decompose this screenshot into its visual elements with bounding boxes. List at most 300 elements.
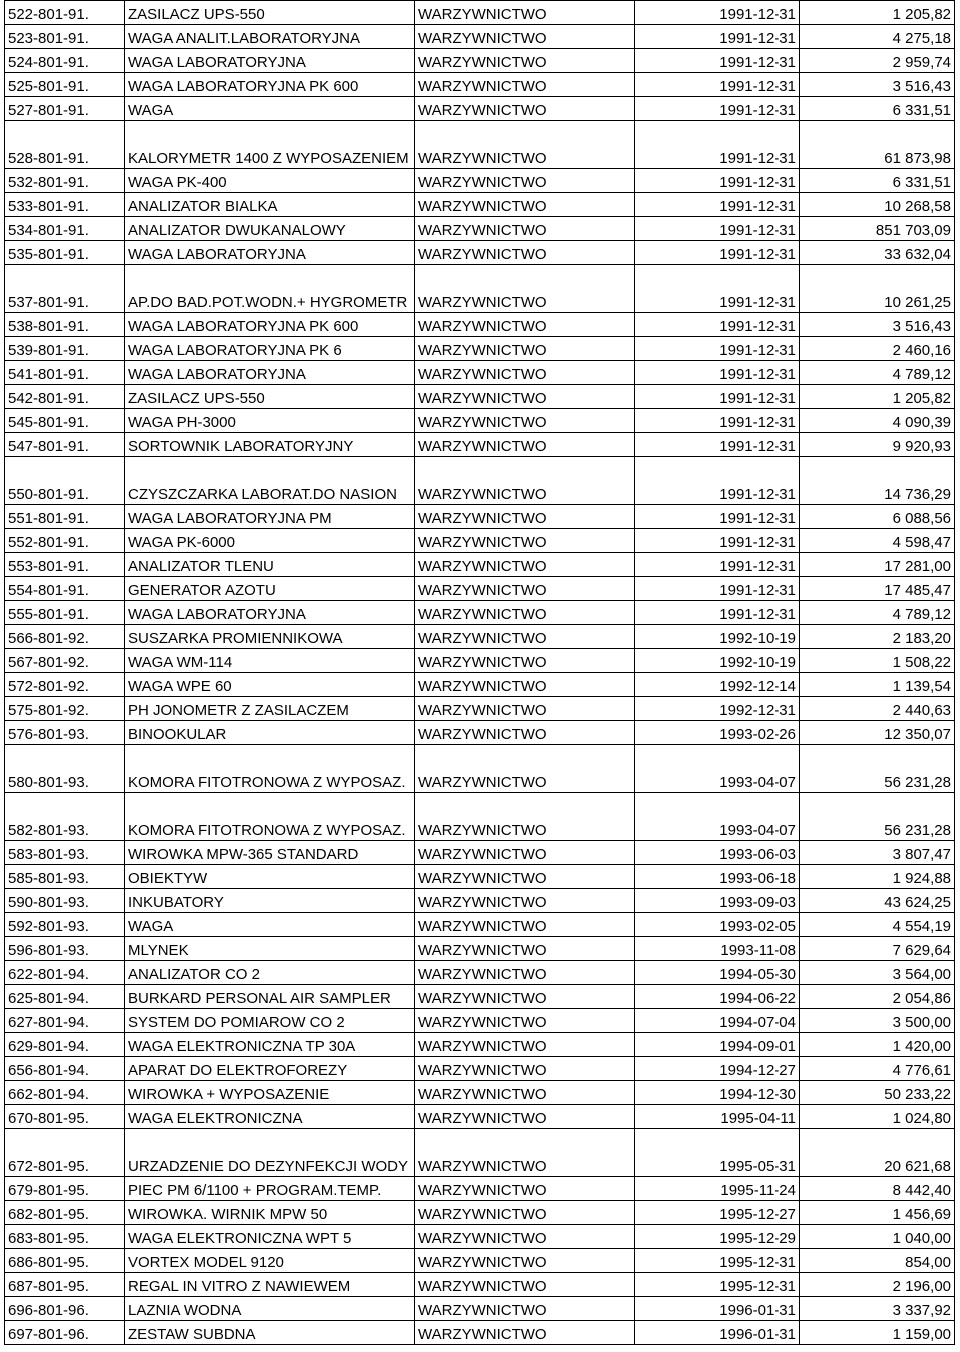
department-cell: WARZYWNICTWO (415, 577, 635, 601)
item-name-cell: KOMORA FITOTRONOWA Z WYPOSAZ. (125, 793, 415, 841)
inventory-number-cell: 553-801-91. (5, 553, 125, 577)
department-cell: WARZYWNICTWO (415, 169, 635, 193)
table-row (5, 985, 955, 1009)
item-name-cell: WIROWKA MPW-365 STANDARD (125, 841, 415, 865)
department-cell: WARZYWNICTWO (415, 97, 635, 121)
item-name-cell: PH JONOMETR Z ZASILACZEM (125, 697, 415, 721)
date-cell: 1996-01-31 (635, 1321, 800, 1345)
value-cell: 56 231,28 (800, 793, 955, 841)
value-cell: 854,00 (800, 1249, 955, 1273)
department-cell: WARZYWNICTWO (415, 529, 635, 553)
item-name-cell: ANALIZATOR DWUKANALOWY (125, 217, 415, 241)
date-cell: 1991-12-31 (635, 361, 800, 385)
table-row (5, 1081, 955, 1105)
date-cell: 1993-09-03 (635, 889, 800, 913)
inventory-number-cell: 576-801-93. (5, 721, 125, 745)
inventory-number-cell: 539-801-91. (5, 337, 125, 361)
table-row (5, 553, 955, 577)
item-name-cell: WAGA PK-6000 (125, 529, 415, 553)
inventory-number-cell: 575-801-92. (5, 697, 125, 721)
item-name-cell: WAGA WM-114 (125, 649, 415, 673)
date-cell: 1991-12-31 (635, 385, 800, 409)
date-cell: 1993-04-07 (635, 793, 800, 841)
inventory-number-cell: 672-801-95. (5, 1129, 125, 1177)
value-cell: 2 196,00 (800, 1273, 955, 1297)
department-cell: WARZYWNICTWO (415, 1321, 635, 1345)
item-name-cell: WAGA LABORATORYJNA PM (125, 505, 415, 529)
department-cell: WARZYWNICTWO (415, 1249, 635, 1273)
date-cell: 1996-01-31 (635, 1297, 800, 1321)
item-name-cell: ANALIZATOR TLENU (125, 553, 415, 577)
date-cell: 1991-12-31 (635, 433, 800, 457)
date-cell: 1991-12-31 (635, 217, 800, 241)
item-name-cell: ZASILACZ UPS-550 (125, 385, 415, 409)
department-cell: WARZYWNICTWO (415, 793, 635, 841)
inventory-number-cell: 528-801-91. (5, 121, 125, 169)
item-name-cell: WAGA ELEKTRONICZNA TP 30A (125, 1033, 415, 1057)
table-row (5, 1201, 955, 1225)
table-row (5, 217, 955, 241)
item-name-cell: REGAL IN VITRO Z NAWIEWEM (125, 1273, 415, 1297)
item-name-cell: WAGA LABORATORYJNA PK 600 (125, 313, 415, 337)
item-name-cell: WAGA LABORATORYJNA PK 6 (125, 337, 415, 361)
table-row (5, 865, 955, 889)
department-cell: WARZYWNICTWO (415, 937, 635, 961)
value-cell: 6 088,56 (800, 505, 955, 529)
date-cell: 1995-12-31 (635, 1249, 800, 1273)
inventory-number-cell: 580-801-93. (5, 745, 125, 793)
inventory-number-cell: 552-801-91. (5, 529, 125, 553)
table-row (5, 793, 955, 841)
value-cell: 4 776,61 (800, 1057, 955, 1081)
inventory-number-cell: 585-801-93. (5, 865, 125, 889)
value-cell: 7 629,64 (800, 937, 955, 961)
department-cell: WARZYWNICTWO (415, 337, 635, 361)
department-cell: WARZYWNICTWO (415, 241, 635, 265)
date-cell: 1991-12-31 (635, 73, 800, 97)
table-row (5, 193, 955, 217)
date-cell: 1991-12-31 (635, 409, 800, 433)
department-cell: WARZYWNICTWO (415, 1033, 635, 1057)
date-cell: 1991-12-31 (635, 97, 800, 121)
department-cell: WARZYWNICTWO (415, 865, 635, 889)
item-name-cell: BURKARD PERSONAL AIR SAMPLER (125, 985, 415, 1009)
table-row (5, 97, 955, 121)
table-row (5, 73, 955, 97)
item-name-cell: URZADZENIE DO DEZYNFEKCJI WODY (125, 1129, 415, 1177)
item-name-cell: KALORYMETR 1400 Z WYPOSAZENIEM (125, 121, 415, 169)
inventory-number-cell: 629-801-94. (5, 1033, 125, 1057)
date-cell: 1991-12-31 (635, 121, 800, 169)
table-row (5, 841, 955, 865)
item-name-cell: APARAT DO ELEKTROFOREZY (125, 1057, 415, 1081)
item-name-cell: WIROWKA + WYPOSAZENIE (125, 1081, 415, 1105)
department-cell: WARZYWNICTWO (415, 1273, 635, 1297)
date-cell: 1993-06-18 (635, 865, 800, 889)
inventory-number-cell: 572-801-92. (5, 673, 125, 697)
item-name-cell: WAGA LABORATORYJNA (125, 49, 415, 73)
department-cell: WARZYWNICTWO (415, 457, 635, 505)
department-cell: WARZYWNICTWO (415, 1, 635, 25)
department-cell: WARZYWNICTWO (415, 25, 635, 49)
date-cell: 1991-12-31 (635, 241, 800, 265)
date-cell: 1991-12-31 (635, 1, 800, 25)
department-cell: WARZYWNICTWO (415, 265, 635, 313)
date-cell: 1994-12-30 (635, 1081, 800, 1105)
department-cell: WARZYWNICTWO (415, 649, 635, 673)
date-cell: 1991-12-31 (635, 577, 800, 601)
value-cell: 851 703,09 (800, 217, 955, 241)
value-cell: 3 564,00 (800, 961, 955, 985)
value-cell: 10 261,25 (800, 265, 955, 313)
date-cell: 1991-12-31 (635, 505, 800, 529)
department-cell: WARZYWNICTWO (415, 697, 635, 721)
table-row (5, 649, 955, 673)
date-cell: 1994-12-27 (635, 1057, 800, 1081)
item-name-cell: VORTEX MODEL 9120 (125, 1249, 415, 1273)
item-name-cell: LAZNIA WODNA (125, 1297, 415, 1321)
value-cell: 17 281,00 (800, 553, 955, 577)
table-row (5, 385, 955, 409)
department-cell: WARZYWNICTWO (415, 1129, 635, 1177)
item-name-cell: ZASILACZ UPS-550 (125, 1, 415, 25)
inventory-number-cell: 662-801-94. (5, 1081, 125, 1105)
inventory-number-cell: 527-801-91. (5, 97, 125, 121)
value-cell: 1 040,00 (800, 1225, 955, 1249)
inventory-number-cell: 547-801-91. (5, 433, 125, 457)
inventory-number-cell: 683-801-95. (5, 1225, 125, 1249)
date-cell: 1991-12-31 (635, 313, 800, 337)
inventory-number-cell: 550-801-91. (5, 457, 125, 505)
table-row (5, 673, 955, 697)
value-cell: 1 205,82 (800, 385, 955, 409)
value-cell: 3 516,43 (800, 313, 955, 337)
date-cell: 1991-12-31 (635, 601, 800, 625)
item-name-cell: GENERATOR AZOTU (125, 577, 415, 601)
table-row (5, 601, 955, 625)
date-cell: 1995-12-31 (635, 1273, 800, 1297)
department-cell: WARZYWNICTWO (415, 49, 635, 73)
inventory-number-cell: 525-801-91. (5, 73, 125, 97)
table-row (5, 1105, 955, 1129)
inventory-number-cell: 656-801-94. (5, 1057, 125, 1081)
table-row (5, 49, 955, 73)
inventory-number-cell: 679-801-95. (5, 1177, 125, 1201)
item-name-cell: WAGA (125, 97, 415, 121)
date-cell: 1994-05-30 (635, 961, 800, 985)
item-name-cell: WAGA LABORATORYJNA (125, 361, 415, 385)
inventory-number-cell: 555-801-91. (5, 601, 125, 625)
value-cell: 1 205,82 (800, 1, 955, 25)
department-cell: WARZYWNICTWO (415, 553, 635, 577)
table-row (5, 1033, 955, 1057)
item-name-cell: SORTOWNIK LABORATORYJNY (125, 433, 415, 457)
inventory-number-cell: 554-801-91. (5, 577, 125, 601)
table-row (5, 721, 955, 745)
inventory-number-cell: 542-801-91. (5, 385, 125, 409)
table-row (5, 577, 955, 601)
inventory-number-cell: 687-801-95. (5, 1273, 125, 1297)
inventory-number-cell: 537-801-91. (5, 265, 125, 313)
value-cell: 4 554,19 (800, 913, 955, 937)
inventory-number-cell: 686-801-95. (5, 1249, 125, 1273)
inventory-number-cell: 590-801-93. (5, 889, 125, 913)
value-cell: 10 268,58 (800, 193, 955, 217)
table-row (5, 1225, 955, 1249)
value-cell: 61 873,98 (800, 121, 955, 169)
date-cell: 1991-12-31 (635, 553, 800, 577)
table-row (5, 1129, 955, 1177)
table-row (5, 361, 955, 385)
date-cell: 1991-12-31 (635, 529, 800, 553)
item-name-cell: BINOOKULAR (125, 721, 415, 745)
date-cell: 1992-12-31 (635, 697, 800, 721)
inventory-number-cell: 697-801-96. (5, 1321, 125, 1345)
inventory-number-cell: 582-801-93. (5, 793, 125, 841)
department-cell: WARZYWNICTWO (415, 1201, 635, 1225)
department-cell: WARZYWNICTWO (415, 913, 635, 937)
date-cell: 1994-06-22 (635, 985, 800, 1009)
date-cell: 1995-12-29 (635, 1225, 800, 1249)
value-cell: 14 736,29 (800, 457, 955, 505)
value-cell: 1 159,00 (800, 1321, 955, 1345)
value-cell: 6 331,51 (800, 97, 955, 121)
item-name-cell: WAGA ELEKTRONICZNA (125, 1105, 415, 1129)
inventory-number-cell: 622-801-94. (5, 961, 125, 985)
department-cell: WARZYWNICTWO (415, 1297, 635, 1321)
value-cell: 56 231,28 (800, 745, 955, 793)
department-cell: WARZYWNICTWO (415, 721, 635, 745)
value-cell: 43 624,25 (800, 889, 955, 913)
value-cell: 2 183,20 (800, 625, 955, 649)
inventory-number-cell: 541-801-91. (5, 361, 125, 385)
value-cell: 3 807,47 (800, 841, 955, 865)
date-cell: 1991-12-31 (635, 457, 800, 505)
value-cell: 1 420,00 (800, 1033, 955, 1057)
table-row (5, 265, 955, 313)
date-cell: 1991-12-31 (635, 169, 800, 193)
table-row (5, 121, 955, 169)
item-name-cell: WIROWKA. WIRNIK MPW 50 (125, 1201, 415, 1225)
table-row (5, 1009, 955, 1033)
item-name-cell: SUSZARKA PROMIENNIKOWA (125, 625, 415, 649)
inventory-number-cell: 545-801-91. (5, 409, 125, 433)
date-cell: 1991-12-31 (635, 49, 800, 73)
department-cell: WARZYWNICTWO (415, 841, 635, 865)
department-cell: WARZYWNICTWO (415, 985, 635, 1009)
item-name-cell: WAGA (125, 913, 415, 937)
inventory-number-cell: 566-801-92. (5, 625, 125, 649)
item-name-cell: ANALIZATOR BIALKA (125, 193, 415, 217)
inventory-number-cell: 524-801-91. (5, 49, 125, 73)
value-cell: 50 233,22 (800, 1081, 955, 1105)
table-row (5, 25, 955, 49)
department-cell: WARZYWNICTWO (415, 1057, 635, 1081)
department-cell: WARZYWNICTWO (415, 73, 635, 97)
inventory-number-cell: 522-801-91. (5, 1, 125, 25)
item-name-cell: WAGA PK-400 (125, 169, 415, 193)
table-row (5, 1, 955, 25)
department-cell: WARZYWNICTWO (415, 745, 635, 793)
inventory-number-cell: 596-801-93. (5, 937, 125, 961)
inventory-number-cell: 523-801-91. (5, 25, 125, 49)
inventory-number-cell: 670-801-95. (5, 1105, 125, 1129)
department-cell: WARZYWNICTWO (415, 217, 635, 241)
department-cell: WARZYWNICTWO (415, 121, 635, 169)
table-row (5, 1321, 955, 1345)
inventory-number-cell: 534-801-91. (5, 217, 125, 241)
inventory-number-cell: 535-801-91. (5, 241, 125, 265)
table-row (5, 457, 955, 505)
value-cell: 1 924,88 (800, 865, 955, 889)
date-cell: 1992-12-14 (635, 673, 800, 697)
department-cell: WARZYWNICTWO (415, 1105, 635, 1129)
date-cell: 1993-06-03 (635, 841, 800, 865)
table-row (5, 313, 955, 337)
value-cell: 4 598,47 (800, 529, 955, 553)
date-cell: 1995-11-24 (635, 1177, 800, 1201)
item-name-cell: WAGA PH-3000 (125, 409, 415, 433)
table-row (5, 529, 955, 553)
date-cell: 1995-05-31 (635, 1129, 800, 1177)
inventory-table (4, 0, 955, 1345)
department-cell: WARZYWNICTWO (415, 505, 635, 529)
table-row (5, 337, 955, 361)
department-cell: WARZYWNICTWO (415, 409, 635, 433)
value-cell: 33 632,04 (800, 241, 955, 265)
date-cell: 1994-09-01 (635, 1033, 800, 1057)
department-cell: WARZYWNICTWO (415, 1177, 635, 1201)
department-cell: WARZYWNICTWO (415, 961, 635, 985)
value-cell: 4 789,12 (800, 361, 955, 385)
inventory-number-cell: 583-801-93. (5, 841, 125, 865)
table-row (5, 1273, 955, 1297)
date-cell: 1993-02-05 (635, 913, 800, 937)
item-name-cell: WAGA ANALIT.LABORATORYJNA (125, 25, 415, 49)
inventory-number-cell: 696-801-96. (5, 1297, 125, 1321)
item-name-cell: ANALIZATOR CO 2 (125, 961, 415, 985)
value-cell: 3 337,92 (800, 1297, 955, 1321)
date-cell: 1993-11-08 (635, 937, 800, 961)
inventory-number-cell: 551-801-91. (5, 505, 125, 529)
department-cell: WARZYWNICTWO (415, 1225, 635, 1249)
value-cell: 4 275,18 (800, 25, 955, 49)
inventory-number-cell: 682-801-95. (5, 1201, 125, 1225)
item-name-cell: WAGA LABORATORYJNA PK 600 (125, 73, 415, 97)
table-row (5, 937, 955, 961)
inventory-number-cell: 538-801-91. (5, 313, 125, 337)
item-name-cell: MLYNEK (125, 937, 415, 961)
value-cell: 4 090,39 (800, 409, 955, 433)
date-cell: 1995-04-11 (635, 1105, 800, 1129)
date-cell: 1993-04-07 (635, 745, 800, 793)
department-cell: WARZYWNICTWO (415, 433, 635, 457)
item-name-cell: WAGA LABORATORYJNA (125, 241, 415, 265)
value-cell: 8 442,40 (800, 1177, 955, 1201)
value-cell: 9 920,93 (800, 433, 955, 457)
table-row (5, 961, 955, 985)
table-row (5, 409, 955, 433)
date-cell: 1994-07-04 (635, 1009, 800, 1033)
table-row (5, 745, 955, 793)
value-cell: 12 350,07 (800, 721, 955, 745)
department-cell: WARZYWNICTWO (415, 193, 635, 217)
value-cell: 2 054,86 (800, 985, 955, 1009)
value-cell: 2 460,16 (800, 337, 955, 361)
department-cell: WARZYWNICTWO (415, 361, 635, 385)
inventory-number-cell: 627-801-94. (5, 1009, 125, 1033)
value-cell: 3 500,00 (800, 1009, 955, 1033)
department-cell: WARZYWNICTWO (415, 1081, 635, 1105)
department-cell: WARZYWNICTWO (415, 889, 635, 913)
department-cell: WARZYWNICTWO (415, 601, 635, 625)
table-row (5, 913, 955, 937)
item-name-cell: AP.DO BAD.POT.WODN.+ HYGROMETR (125, 265, 415, 313)
table-row (5, 433, 955, 457)
table-row (5, 889, 955, 913)
date-cell: 1991-12-31 (635, 25, 800, 49)
table-row (5, 241, 955, 265)
item-name-cell: WAGA WPE 60 (125, 673, 415, 697)
department-cell: WARZYWNICTWO (415, 1009, 635, 1033)
date-cell: 1991-12-31 (635, 337, 800, 361)
table-row (5, 1249, 955, 1273)
department-cell: WARZYWNICTWO (415, 673, 635, 697)
inventory-number-cell: 567-801-92. (5, 649, 125, 673)
date-cell: 1991-12-31 (635, 265, 800, 313)
value-cell: 1 508,22 (800, 649, 955, 673)
value-cell: 2 440,63 (800, 697, 955, 721)
inventory-rows (5, 1, 955, 1345)
table-row (5, 697, 955, 721)
date-cell: 1995-12-27 (635, 1201, 800, 1225)
inventory-number-cell: 592-801-93. (5, 913, 125, 937)
value-cell: 6 331,51 (800, 169, 955, 193)
value-cell: 1 456,69 (800, 1201, 955, 1225)
date-cell: 1992-10-19 (635, 649, 800, 673)
inventory-number-cell: 625-801-94. (5, 985, 125, 1009)
item-name-cell: WAGA ELEKTRONICZNA WPT 5 (125, 1225, 415, 1249)
item-name-cell: PIEC PM 6/1100 + PROGRAM.TEMP. (125, 1177, 415, 1201)
date-cell: 1992-10-19 (635, 625, 800, 649)
item-name-cell: WAGA LABORATORYJNA (125, 601, 415, 625)
value-cell: 20 621,68 (800, 1129, 955, 1177)
department-cell: WARZYWNICTWO (415, 313, 635, 337)
value-cell: 3 516,43 (800, 73, 955, 97)
item-name-cell: KOMORA FITOTRONOWA Z WYPOSAZ. (125, 745, 415, 793)
item-name-cell: ZESTAW SUBDNA (125, 1321, 415, 1345)
table-row (5, 1057, 955, 1081)
item-name-cell: CZYSZCZARKA LABORAT.DO NASION (125, 457, 415, 505)
table-row (5, 505, 955, 529)
item-name-cell: SYSTEM DO POMIAROW CO 2 (125, 1009, 415, 1033)
value-cell: 1 024,80 (800, 1105, 955, 1129)
table-row (5, 1297, 955, 1321)
inventory-number-cell: 532-801-91. (5, 169, 125, 193)
item-name-cell: INKUBATORY (125, 889, 415, 913)
department-cell: WARZYWNICTWO (415, 625, 635, 649)
department-cell: WARZYWNICTWO (415, 385, 635, 409)
value-cell: 1 139,54 (800, 673, 955, 697)
inventory-number-cell: 533-801-91. (5, 193, 125, 217)
date-cell: 1991-12-31 (635, 193, 800, 217)
value-cell: 2 959,74 (800, 49, 955, 73)
item-name-cell: OBIEKTYW (125, 865, 415, 889)
date-cell: 1993-02-26 (635, 721, 800, 745)
table-row (5, 169, 955, 193)
value-cell: 17 485,47 (800, 577, 955, 601)
value-cell: 4 789,12 (800, 601, 955, 625)
